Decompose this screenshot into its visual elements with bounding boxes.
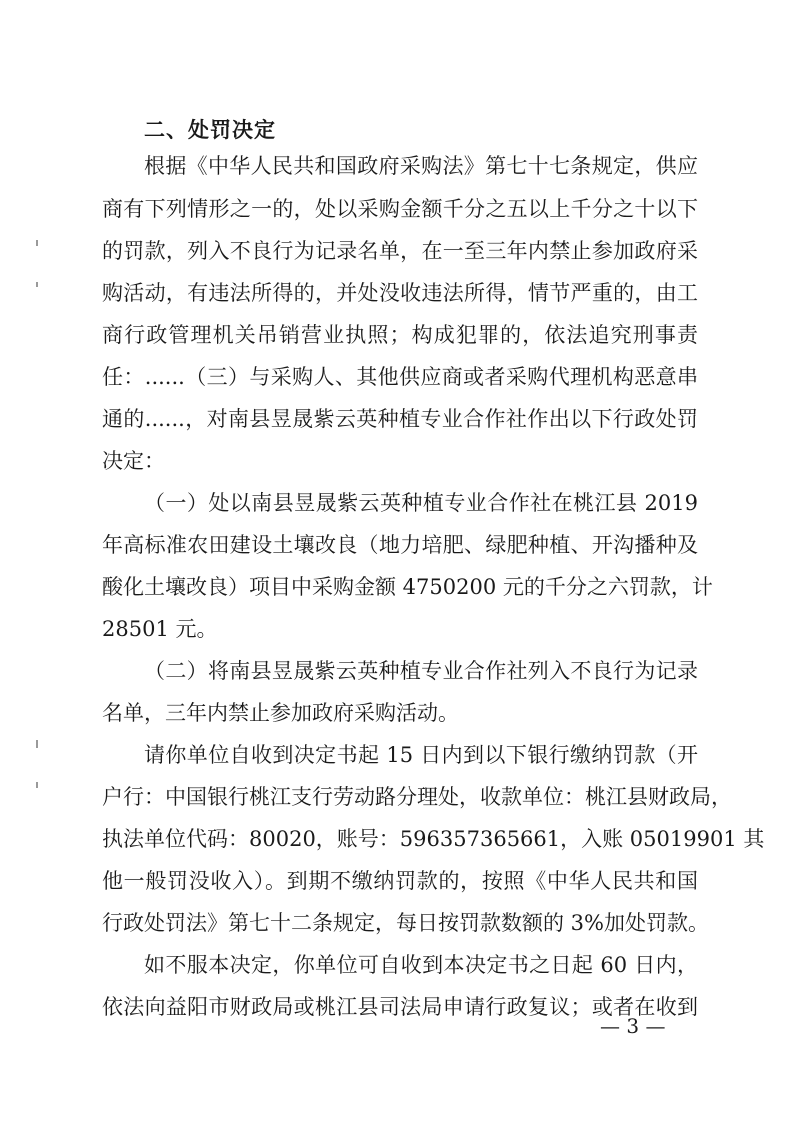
section-heading: 二、处罚决定 [144,118,276,142]
text-line: 户行：中国银行桃江支行劳动路分理处，收款单位：桃江县财政局， [102,785,732,809]
scan-speck [36,782,38,788]
text-line: 依法向益阳市财政局或桃江县司法局申请行政复议；或者在收到 [102,995,698,1019]
text-line: 如不服本决定，你单位可自收到本决定书之日起 60 日内， [144,953,698,977]
text-line: 执法单位代码：80020，账号：596357365661，入账 05019901 其 [102,827,765,851]
text-line: 商有下列情形之一的，处以采购金额千分之五以上千分之十以下 [102,197,698,221]
scan-speck [36,282,38,287]
text-line: 商行政管理机关吊销营业执照；构成犯罪的，依法追究刑事责 [102,323,698,347]
text-line: （二）将南县昱晟紫云英种植专业合作社列入不良行为记录 [144,659,698,683]
text-line: 的罚款，列入不良行为记录名单，在一至三年内禁止参加政府采 [102,239,698,263]
text-line: 根据《中华人民共和国政府采购法》第七十七条规定，供应 [144,154,698,178]
text-line: （一）处以南县昱晟紫云英种植专业合作社在桃江县 2019 [144,491,698,515]
text-line: 通的......，对南县昱晟紫云英种植专业合作社作出以下行政处罚 [102,407,698,431]
text-line: 他一般罚没收入）。到期不缴纳罚款的，按照《中华人民共和国 [102,869,698,893]
text-line: 酸化土壤改良）项目中采购金额 4750200 元的千分之六罚款，计 [102,575,713,599]
text-line: 购活动，有违法所得的，并处没收违法所得，情节严重的，由工 [102,281,698,305]
page-number: — 3 — [600,1014,666,1038]
scan-speck [36,240,38,246]
text-line: 年高标准农田建设土壤改良（地力培肥、绿肥种植、开沟播种及 [102,533,698,557]
text-line: 行政处罚法》第七十二条规定，每日按罚款数额的 3%加处罚款。 [102,911,709,935]
text-line: 28501 元。 [102,617,218,641]
text-line: 决定： [102,449,165,473]
text-line: 任：......（三）与采购人、其他供应商或者采购代理机构恶意串 [102,365,698,389]
text-line: 请你单位自收到决定书起 15 日内到以下银行缴纳罚款（开 [144,743,698,767]
text-line: 名单，三年内禁止参加政府采购活动。 [102,701,459,725]
scan-speck [36,740,38,748]
